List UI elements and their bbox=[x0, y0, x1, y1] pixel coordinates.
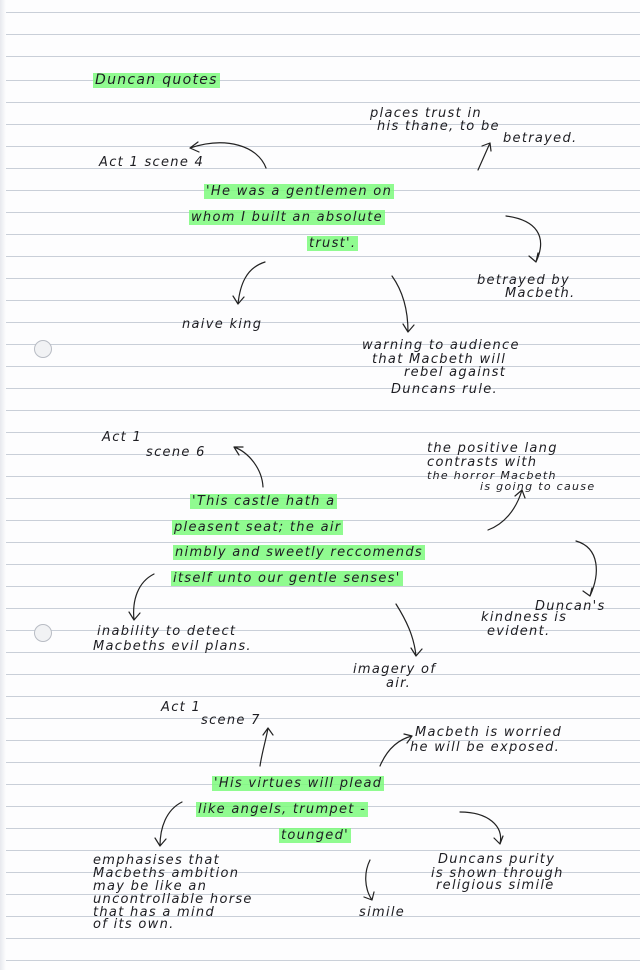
act1-scene6-heading-act: Act 1 bbox=[102, 430, 143, 445]
scene7-quote-line-2: like angels, trumpet - bbox=[198, 802, 367, 817]
arrow-kindness bbox=[576, 541, 596, 596]
note-trust-line-1: places trust in bbox=[370, 106, 482, 121]
note-ambition-line-2: Macbeths ambition bbox=[93, 866, 240, 881]
note-inability-line-2: Macbeths evil plans. bbox=[93, 639, 252, 654]
note-warning-line-2: that Macbeth will bbox=[372, 352, 507, 367]
scene4-quote-line-2: whom I built an absolute bbox=[191, 210, 383, 225]
scene4-quote-line-1: 'He was a gentlemen on bbox=[206, 184, 393, 199]
scene6-quote-line-4: itself unto our gentle senses' bbox=[173, 571, 401, 586]
note-imagery-line-2: air. bbox=[386, 676, 412, 691]
note-betrayed-line-2: Macbeth. bbox=[505, 286, 576, 301]
note-trust-line-2: his thane, to be bbox=[377, 119, 500, 134]
note-positive-line-2: contrasts with bbox=[427, 455, 538, 470]
note-positive-line-1: the positive lang bbox=[427, 441, 558, 456]
arrow-simile bbox=[364, 860, 374, 900]
note-worried-line-2: he will be exposed. bbox=[410, 740, 561, 755]
note-warning-line-3: rebel against bbox=[404, 365, 507, 380]
arrow-purity bbox=[460, 812, 503, 844]
arrow-trust-up bbox=[478, 143, 491, 170]
note-trust-line-3: betrayed. bbox=[503, 131, 578, 146]
note-kindness-line-1: Duncan's bbox=[535, 599, 606, 614]
arrow-betrayed bbox=[506, 216, 541, 262]
note-purity-line-3: religious simile bbox=[436, 878, 555, 893]
arrow-inability bbox=[129, 574, 154, 620]
arrow-positive bbox=[488, 490, 525, 530]
note-imagery-line-1: imagery of bbox=[353, 662, 437, 677]
note-worried-line-1: Macbeth is worried bbox=[415, 725, 563, 740]
note-ambition-line-1: emphasises that bbox=[93, 853, 221, 868]
note-ambition-line-3: may be like an bbox=[93, 879, 208, 894]
scene6-quote-line-2: pleasent seat; the air bbox=[174, 520, 342, 535]
act1-scene7-heading-scene: scene 7 bbox=[201, 713, 261, 728]
note-purity-line-2: is shown through bbox=[431, 866, 564, 881]
note-betrayed-line-1: betrayed by bbox=[477, 273, 570, 288]
note-kindness-line-2: kindness is bbox=[481, 610, 568, 625]
note-inability-line-1: inability to detect bbox=[97, 624, 237, 639]
note-ambition-line-5: that has a mind bbox=[93, 905, 216, 920]
scene4-quote-line-3: trust'. bbox=[309, 236, 357, 251]
arrow-ambition bbox=[155, 802, 182, 846]
arrow-warning bbox=[392, 276, 414, 332]
arrow-worried bbox=[380, 734, 412, 766]
scene6-quote-line-3: nimbly and sweetly reccomends bbox=[175, 545, 423, 560]
arrow-scene4-curve bbox=[190, 142, 266, 168]
note-ambition-line-4: uncontrollable horse bbox=[93, 892, 253, 907]
scene6-quote-line-1: 'This castle hath a bbox=[192, 494, 336, 509]
scene7-quote-line-1: 'His virtues will plead bbox=[214, 776, 383, 791]
page-title: Duncan quotes bbox=[95, 72, 218, 88]
act1-scene6-heading-scene: scene 6 bbox=[146, 445, 206, 460]
arrow-imagery bbox=[396, 604, 422, 656]
note-simile: simile bbox=[359, 905, 406, 920]
arrow-scene6-curve bbox=[234, 447, 263, 487]
arrow-naive bbox=[233, 262, 265, 304]
note-warning-line-4: Duncans rule. bbox=[391, 382, 498, 397]
note-naive-king: naive king bbox=[182, 317, 263, 332]
note-positive-line-4: is going to cause bbox=[480, 480, 596, 493]
note-kindness-line-3: evident. bbox=[487, 624, 551, 639]
note-warning-line-1: warning to audience bbox=[362, 338, 520, 353]
arrow-scene7-up bbox=[260, 728, 273, 766]
act1-scene4-heading: Act 1 scene 4 bbox=[99, 155, 205, 170]
act1-scene7-heading-act: Act 1 bbox=[161, 700, 202, 715]
note-purity-line-1: Duncans purity bbox=[438, 852, 556, 867]
note-positive-line-3: the horror Macbeth bbox=[427, 469, 557, 482]
scene7-quote-line-3: tounged' bbox=[281, 828, 350, 843]
note-ambition-line-6: of its own. bbox=[93, 917, 175, 932]
